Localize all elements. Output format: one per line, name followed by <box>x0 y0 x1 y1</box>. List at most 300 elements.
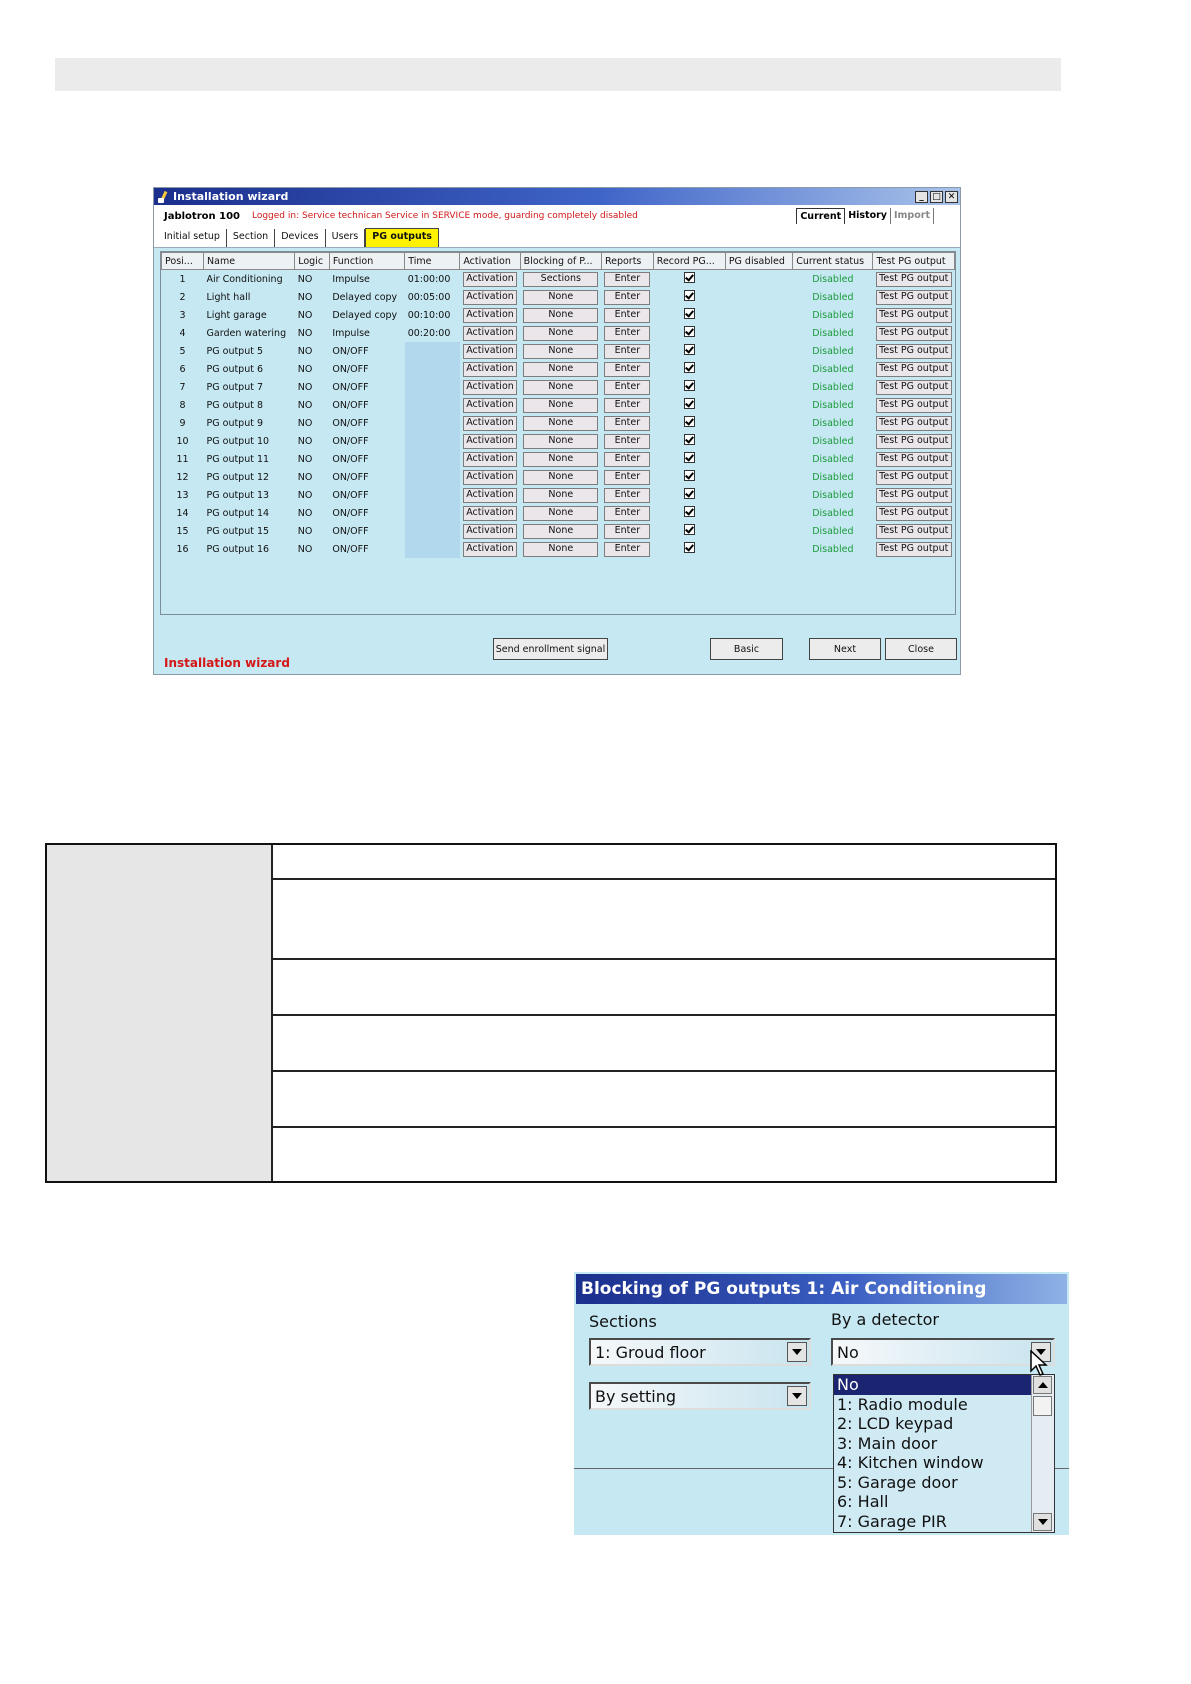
logic-cell[interactable]: NO <box>297 309 313 321</box>
view-tabs <box>796 208 934 224</box>
reports-button[interactable]: Enter <box>604 290 650 305</box>
blocking-button[interactable]: None <box>523 542 598 557</box>
table-row <box>47 878 1055 960</box>
column-header[interactable]: Logic <box>295 253 330 270</box>
activation-button[interactable]: Activation <box>463 344 517 359</box>
table-row <box>47 1014 1055 1072</box>
login-message: Logged in: Service technican Service in SERVICE mode, guarding completely disabled <box>251 211 638 221</box>
reports-button-cell <box>601 306 653 324</box>
logic-cell[interactable]: NO <box>297 273 313 285</box>
pg-disabled-cell[interactable] <box>725 324 792 342</box>
column-header[interactable]: Name <box>204 253 295 270</box>
table-row[interactable] <box>162 378 955 396</box>
activation-button[interactable]: Activation <box>463 524 517 539</box>
reports-button[interactable]: Enter <box>604 344 650 359</box>
reports-button[interactable]: Enter <box>604 452 650 467</box>
time-cell[interactable] <box>405 540 460 558</box>
column-header[interactable]: Current status <box>793 253 873 270</box>
logic-cell[interactable]: NO <box>297 453 313 465</box>
name-cell[interactable]: PG output 12 <box>206 471 270 483</box>
blocking-button[interactable]: None <box>523 308 598 323</box>
record-pg-cell <box>653 324 725 342</box>
test-pg-output-button[interactable]: Test PG output <box>876 398 952 413</box>
test-pg-output-button[interactable]: Test PG output <box>876 488 952 503</box>
mouse-pointer-icon <box>1029 1350 1051 1378</box>
record-checkbox[interactable] <box>684 344 695 355</box>
tab-current[interactable]: Current <box>796 208 845 224</box>
blocking-button-cell <box>520 270 601 289</box>
function-cell[interactable]: ON/OFF <box>332 363 369 375</box>
detector-select-value: No <box>837 1342 859 1362</box>
test-pg-output-button-cell <box>873 486 955 504</box>
name-cell[interactable]: PG output 13 <box>206 489 270 501</box>
sections-label: Sections <box>589 1312 657 1331</box>
column-header[interactable]: Posi... <box>162 253 204 270</box>
record-checkbox[interactable] <box>684 326 695 337</box>
dropdown-option[interactable]: 7: Garage PIR <box>837 1511 947 1531</box>
record-pg-cell <box>653 504 725 522</box>
activation-button[interactable]: Activation <box>463 398 517 413</box>
logic-cell[interactable]: NO <box>297 327 313 339</box>
blocking-button[interactable]: None <box>523 290 598 305</box>
record-checkbox[interactable] <box>684 308 695 319</box>
time-cell[interactable] <box>405 522 460 540</box>
blocking-button-cell <box>520 468 601 486</box>
table-row[interactable] <box>162 522 955 540</box>
time-cell[interactable] <box>405 378 460 396</box>
activation-button-cell <box>460 342 520 360</box>
logic-cell[interactable]: NO <box>297 399 313 411</box>
login-status-bar <box>154 205 960 227</box>
blocking-button-cell <box>520 450 601 468</box>
position-cell: 8 <box>179 399 186 411</box>
test-pg-output-button[interactable]: Test PG output <box>876 506 952 521</box>
time-cell[interactable]: 01:00:00 <box>407 273 451 285</box>
logic-cell[interactable]: NO <box>297 471 313 483</box>
function-cell[interactable]: Delayed copy <box>332 291 398 303</box>
blocking-button[interactable]: None <box>523 470 598 485</box>
position-cell: 1 <box>179 273 186 285</box>
pg-disabled-cell[interactable] <box>725 450 792 468</box>
table-row[interactable] <box>162 396 955 414</box>
function-cell[interactable]: ON/OFF <box>332 399 369 411</box>
activation-button-cell <box>460 396 520 414</box>
function-cell[interactable]: ON/OFF <box>332 435 369 447</box>
blocking-button-cell <box>520 396 601 414</box>
record-checkbox[interactable] <box>684 362 695 373</box>
test-pg-output-button-cell <box>873 468 955 486</box>
activation-button-cell <box>460 360 520 378</box>
logic-cell[interactable]: NO <box>297 507 313 519</box>
footer-title: Installation wizard <box>164 656 290 670</box>
pg-disabled-cell[interactable] <box>725 270 792 289</box>
test-pg-output-button[interactable]: Test PG output <box>876 344 952 359</box>
dropdown-option[interactable]: 5: Garage door <box>837 1472 958 1492</box>
name-cell[interactable]: PG output 14 <box>206 507 270 519</box>
table-row[interactable] <box>162 288 955 306</box>
table-row[interactable] <box>162 414 955 432</box>
test-pg-output-button-cell <box>873 414 955 432</box>
test-pg-output-button-cell <box>873 450 955 468</box>
record-checkbox[interactable] <box>684 470 695 481</box>
logic-cell[interactable]: NO <box>297 525 313 537</box>
activation-button[interactable]: Activation <box>463 506 517 521</box>
test-pg-output-button-cell <box>873 306 955 324</box>
record-checkbox[interactable] <box>684 434 695 445</box>
pg-disabled-cell[interactable] <box>725 360 792 378</box>
logic-cell[interactable]: NO <box>297 291 313 303</box>
activation-button[interactable]: Activation <box>463 470 517 485</box>
status-cell: Disabled <box>812 507 854 519</box>
tab-pg-outputs[interactable]: PG outputs <box>365 228 439 247</box>
record-pg-cell <box>653 414 725 432</box>
activation-button-cell <box>460 486 520 504</box>
reports-button[interactable]: Enter <box>604 272 650 287</box>
pg-disabled-cell[interactable] <box>725 306 792 324</box>
record-checkbox[interactable] <box>684 542 695 553</box>
table-row[interactable] <box>162 468 955 486</box>
test-pg-output-button[interactable]: Test PG output <box>876 362 952 377</box>
name-cell[interactable]: PG output 15 <box>206 525 270 537</box>
time-cell[interactable]: 00:05:00 <box>407 291 451 303</box>
activation-button[interactable]: Activation <box>463 416 517 431</box>
time-cell[interactable] <box>405 396 460 414</box>
function-cell[interactable]: ON/OFF <box>332 417 369 429</box>
function-cell[interactable]: ON/OFF <box>332 507 369 519</box>
test-pg-output-button[interactable]: Test PG output <box>876 272 952 287</box>
test-pg-output-button[interactable]: Test PG output <box>876 416 952 431</box>
record-checkbox[interactable] <box>684 398 695 409</box>
record-checkbox[interactable] <box>684 272 695 283</box>
reports-button[interactable]: Enter <box>604 524 650 539</box>
blocking-button-cell <box>520 378 601 396</box>
function-cell[interactable]: ON/OFF <box>332 543 369 555</box>
table-row[interactable] <box>162 540 955 558</box>
section-select[interactable] <box>589 1338 811 1366</box>
reports-button[interactable]: Enter <box>604 308 650 323</box>
pg-disabled-cell[interactable] <box>725 540 792 558</box>
status-cell: Disabled <box>812 399 854 411</box>
reports-button-cell <box>601 378 653 396</box>
record-pg-cell <box>653 450 725 468</box>
function-cell[interactable]: Delayed copy <box>332 309 398 321</box>
status-cell: Disabled <box>812 381 854 393</box>
blocking-button-cell <box>520 504 601 522</box>
reports-button-cell <box>601 540 653 558</box>
function-cell[interactable]: ON/OFF <box>332 525 369 537</box>
record-checkbox[interactable] <box>684 452 695 463</box>
reports-button[interactable]: Enter <box>604 434 650 449</box>
table-row[interactable] <box>162 360 955 378</box>
reports-button[interactable]: Enter <box>604 506 650 521</box>
tab-users[interactable]: Users <box>326 229 366 247</box>
reports-button[interactable]: Enter <box>604 362 650 377</box>
column-header[interactable]: Test PG output <box>873 253 955 270</box>
table-row[interactable] <box>162 270 955 289</box>
column-header[interactable]: Function <box>329 253 404 270</box>
next-button[interactable]: Next <box>809 638 881 660</box>
position-cell: 14 <box>176 507 189 519</box>
blocking-button[interactable]: None <box>523 362 598 377</box>
status-cell: Disabled <box>812 345 854 357</box>
position-cell: 13 <box>176 489 189 501</box>
time-cell[interactable] <box>405 342 460 360</box>
record-pg-cell <box>653 486 725 504</box>
blocking-button-cell <box>520 306 601 324</box>
column-header[interactable]: Blocking of P... <box>520 253 601 270</box>
function-cell[interactable]: ON/OFF <box>332 381 369 393</box>
name-cell[interactable]: Air Conditioning <box>206 273 283 285</box>
dropdown-option[interactable]: 4: Kitchen window <box>837 1453 984 1472</box>
record-pg-cell <box>653 360 725 378</box>
tab-initial-setup[interactable]: Initial setup <box>158 229 227 247</box>
detector-dropdown-list[interactable] <box>833 1374 1055 1533</box>
reports-button[interactable]: Enter <box>604 488 650 503</box>
status-cell: Disabled <box>812 489 854 501</box>
pg-disabled-cell[interactable] <box>725 486 792 504</box>
function-cell[interactable]: Impulse <box>332 273 370 285</box>
tab-history[interactable]: History <box>845 208 891 224</box>
activation-button[interactable]: Activation <box>463 290 517 305</box>
status-cell: Disabled <box>812 417 854 429</box>
status-cell: Disabled <box>812 309 854 321</box>
reports-button[interactable]: Enter <box>604 380 650 395</box>
dropdown-option[interactable]: No <box>834 1375 1032 1395</box>
activation-button[interactable]: Activation <box>463 488 517 503</box>
record-checkbox[interactable] <box>684 488 695 499</box>
column-header[interactable]: Time <box>405 253 460 270</box>
logic-cell[interactable]: NO <box>297 489 313 501</box>
blocking-button[interactable]: None <box>523 488 598 503</box>
tab-section[interactable]: Section <box>227 229 275 247</box>
test-pg-output-button[interactable]: Test PG output <box>876 434 952 449</box>
blocking-button[interactable]: None <box>523 506 598 521</box>
installation-wizard-window <box>153 187 961 675</box>
time-cell[interactable] <box>405 486 460 504</box>
test-pg-output-button[interactable]: Test PG output <box>876 452 952 467</box>
reports-button[interactable]: Enter <box>604 470 650 485</box>
table-row[interactable] <box>162 306 955 324</box>
activation-button[interactable]: Activation <box>463 542 517 557</box>
test-pg-output-button[interactable]: Test PG output <box>876 470 952 485</box>
wizard-tabs <box>154 227 960 248</box>
reports-button-cell <box>601 288 653 306</box>
pg-outputs-table <box>161 252 955 558</box>
blocking-mode-select[interactable] <box>589 1382 811 1410</box>
blocking-dialog-title: Blocking of PG outputs 1: Air Conditioning <box>576 1274 1067 1304</box>
activation-button[interactable]: Activation <box>463 272 517 287</box>
pg-disabled-cell[interactable] <box>725 378 792 396</box>
activation-button[interactable]: Activation <box>463 452 517 467</box>
name-cell[interactable]: PG output 10 <box>206 435 270 447</box>
time-cell[interactable] <box>405 414 460 432</box>
logic-cell[interactable]: NO <box>297 363 313 375</box>
time-cell[interactable] <box>405 360 460 378</box>
activation-button[interactable]: Activation <box>463 380 517 395</box>
position-cell: 15 <box>176 525 189 537</box>
name-cell[interactable]: PG output 6 <box>206 363 264 375</box>
pg-disabled-cell[interactable] <box>725 432 792 450</box>
activation-button-cell <box>460 450 520 468</box>
blocking-button[interactable]: None <box>523 524 598 539</box>
blocking-button[interactable]: None <box>523 326 598 341</box>
reports-button[interactable]: Enter <box>604 398 650 413</box>
name-cell[interactable]: PG output 5 <box>206 345 264 357</box>
record-checkbox[interactable] <box>684 506 695 517</box>
dropdown-option[interactable]: 6: Hall <box>837 1492 889 1511</box>
window-titlebar[interactable] <box>154 188 960 205</box>
reports-button-cell <box>601 432 653 450</box>
blocking-button-cell <box>520 522 601 540</box>
row-label-cell <box>47 1126 273 1181</box>
detector-select[interactable] <box>831 1338 1055 1366</box>
activation-button[interactable]: Activation <box>463 434 517 449</box>
reports-button[interactable]: Enter <box>604 416 650 431</box>
minimize-icon[interactable]: _ <box>915 191 928 203</box>
blocking-button-cell <box>520 432 601 450</box>
dropdown-option[interactable]: 2: LCD keypad <box>837 1414 954 1433</box>
status-cell: Disabled <box>812 525 854 537</box>
pg-disabled-cell[interactable] <box>725 414 792 432</box>
activation-button[interactable]: Activation <box>463 362 517 377</box>
tab-import[interactable]: Import <box>891 208 934 224</box>
blocking-button[interactable]: None <box>523 344 598 359</box>
reports-button[interactable]: Enter <box>604 542 650 557</box>
column-header[interactable]: Record PG... <box>653 253 725 270</box>
name-cell[interactable]: PG output 11 <box>206 453 270 465</box>
logic-cell[interactable]: NO <box>297 417 313 429</box>
function-cell[interactable]: ON/OFF <box>332 471 369 483</box>
test-pg-output-button-cell <box>873 324 955 342</box>
time-cell[interactable] <box>405 432 460 450</box>
function-cell[interactable]: ON/OFF <box>332 489 369 501</box>
test-pg-output-button[interactable]: Test PG output <box>876 308 952 323</box>
time-cell[interactable]: 00:20:00 <box>407 327 451 339</box>
pg-disabled-cell[interactable] <box>725 288 792 306</box>
scroll-up-icon[interactable] <box>1033 1376 1052 1394</box>
test-pg-output-button[interactable]: Test PG output <box>876 290 952 305</box>
table-row[interactable] <box>162 450 955 468</box>
tab-devices[interactable]: Devices <box>275 229 325 247</box>
record-pg-cell <box>653 342 725 360</box>
time-cell[interactable]: 00:10:00 <box>407 309 451 321</box>
record-checkbox[interactable] <box>684 524 695 535</box>
reports-button-cell <box>601 396 653 414</box>
reports-button-cell <box>601 342 653 360</box>
name-cell[interactable]: PG output 16 <box>206 543 270 555</box>
test-pg-output-button[interactable]: Test PG output <box>876 542 952 557</box>
table-row[interactable] <box>162 324 955 342</box>
logic-cell[interactable]: NO <box>297 543 313 555</box>
column-header[interactable]: PG disabled <box>725 253 792 270</box>
test-pg-output-button[interactable]: Test PG output <box>876 524 952 539</box>
blocking-button[interactable]: None <box>523 452 598 467</box>
activation-button-cell <box>460 270 520 289</box>
name-cell[interactable]: PG output 9 <box>206 417 264 429</box>
send-enrollment-button[interactable]: Send enrollment signal <box>493 638 608 660</box>
record-checkbox[interactable] <box>684 290 695 301</box>
scroll-thumb[interactable] <box>1033 1396 1052 1416</box>
name-cell[interactable]: Light garage <box>206 309 267 321</box>
chevron-down-icon[interactable] <box>787 1342 807 1362</box>
blocking-button[interactable]: None <box>523 434 598 449</box>
time-cell[interactable] <box>405 504 460 522</box>
reports-button-cell <box>601 504 653 522</box>
pg-disabled-cell[interactable] <box>725 342 792 360</box>
pg-disabled-cell[interactable] <box>725 396 792 414</box>
reports-button[interactable]: Enter <box>604 326 650 341</box>
activation-button[interactable]: Activation <box>463 326 517 341</box>
record-checkbox[interactable] <box>684 380 695 391</box>
blocking-button[interactable]: None <box>523 398 598 413</box>
name-cell[interactable]: PG output 8 <box>206 399 264 411</box>
pg-disabled-cell[interactable] <box>725 468 792 486</box>
logic-cell[interactable]: NO <box>297 345 313 357</box>
table-row[interactable] <box>162 432 955 450</box>
blocking-button[interactable]: Sections <box>523 272 598 287</box>
close-button[interactable]: Close <box>885 638 957 660</box>
column-header[interactable]: Reports <box>601 253 653 270</box>
close-icon[interactable]: ✕ <box>945 191 958 203</box>
status-cell: Disabled <box>812 363 854 375</box>
name-cell[interactable]: Garden watering <box>206 327 287 339</box>
dropdown-option[interactable]: 1: Radio module <box>837 1394 968 1414</box>
window-title: Installation wizard <box>173 190 289 203</box>
function-cell[interactable]: ON/OFF <box>332 453 369 465</box>
activation-button-cell <box>460 522 520 540</box>
function-cell[interactable]: Impulse <box>332 327 370 339</box>
activation-button[interactable]: Activation <box>463 308 517 323</box>
pg-disabled-cell[interactable] <box>725 522 792 540</box>
blocking-button-cell <box>520 342 601 360</box>
logic-cell[interactable]: NO <box>297 381 313 393</box>
blocking-button[interactable]: None <box>523 380 598 395</box>
blocking-button[interactable]: None <box>523 416 598 431</box>
test-pg-output-button[interactable]: Test PG output <box>876 326 952 341</box>
name-cell[interactable]: Light hall <box>206 291 251 303</box>
maximize-icon[interactable]: □ <box>930 191 943 203</box>
time-cell[interactable] <box>405 468 460 486</box>
blocking-dialog <box>574 1272 1069 1535</box>
logic-cell[interactable]: NO <box>297 435 313 447</box>
table-row[interactable] <box>162 504 955 522</box>
test-pg-output-button[interactable]: Test PG output <box>876 380 952 395</box>
activation-button-cell <box>460 288 520 306</box>
pg-disabled-cell[interactable] <box>725 504 792 522</box>
basic-button[interactable]: Basic <box>710 638 783 660</box>
dropdown-option[interactable]: 3: Main door <box>837 1433 938 1453</box>
status-cell: Disabled <box>812 327 854 339</box>
test-pg-output-button-cell <box>873 270 955 289</box>
position-cell: 11 <box>176 453 189 465</box>
record-pg-cell <box>653 306 725 324</box>
pg-outputs-grid <box>160 251 956 615</box>
test-pg-output-button-cell <box>873 396 955 414</box>
record-checkbox[interactable] <box>684 416 695 427</box>
chevron-down-icon[interactable] <box>787 1386 807 1406</box>
scroll-down-icon[interactable] <box>1033 1513 1052 1531</box>
column-header[interactable]: Activation <box>460 253 520 270</box>
name-cell[interactable]: PG output 7 <box>206 381 264 393</box>
dropdown-scrollbar[interactable] <box>1031 1375 1054 1532</box>
time-cell[interactable] <box>405 450 460 468</box>
function-cell[interactable]: ON/OFF <box>332 345 369 357</box>
position-cell: 16 <box>176 543 189 555</box>
test-pg-output-button-cell <box>873 342 955 360</box>
activation-button-cell <box>460 414 520 432</box>
table-row[interactable] <box>162 486 955 504</box>
table-row[interactable] <box>162 342 955 360</box>
